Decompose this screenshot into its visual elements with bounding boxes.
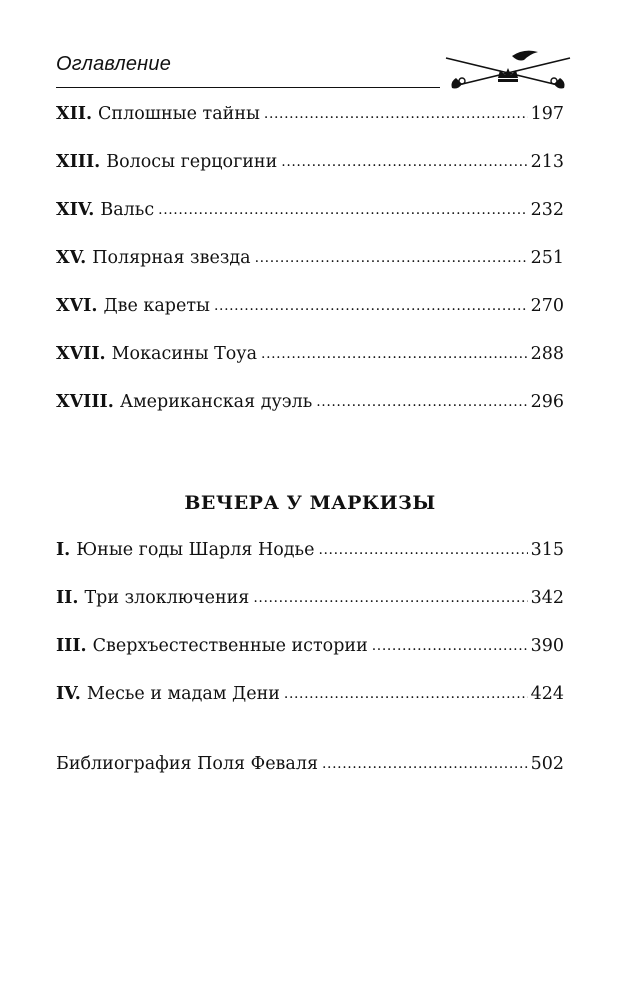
- chapter-number: II.: [56, 588, 79, 608]
- toc-entry[interactable]: [56, 636, 564, 662]
- chapter-title: Юные годы Шарля Нодье: [76, 540, 315, 560]
- header-rule: [56, 87, 440, 88]
- chapter-number: XIV.: [56, 200, 95, 220]
- page-number: 197: [530, 104, 564, 124]
- crossed-swords-emblem-icon: [442, 48, 574, 92]
- chapter-title: Мокасины Тоуа: [111, 344, 258, 364]
- bibliography-title: Библиография Поля Феваля: [56, 754, 318, 774]
- page-number: 390: [530, 636, 564, 656]
- toc-entry[interactable]: [56, 588, 564, 614]
- dot-leader: [158, 202, 527, 218]
- chapter-number: XVII.: [56, 344, 106, 364]
- header-title: Оглавление: [56, 53, 172, 75]
- chapter-number: III.: [56, 636, 87, 656]
- section-title: ВЕЧЕРА У МАРКИЗЫ: [184, 492, 436, 514]
- chapter-number: XIII.: [56, 152, 101, 172]
- chapter-title: Полярная звезда: [92, 248, 251, 268]
- dot-leader: [214, 298, 528, 314]
- toc-entry-bibliography[interactable]: [56, 754, 564, 780]
- chapter-number: IV.: [56, 684, 81, 704]
- chapter-number: I.: [56, 540, 71, 560]
- dot-leader: [318, 542, 527, 558]
- chapter-title: Вальс: [100, 200, 155, 220]
- chapter-title: Сверхъестественные истории: [92, 636, 368, 656]
- chapter-title: Две кареты: [103, 296, 210, 316]
- page-number: 251: [530, 248, 564, 268]
- toc-entry[interactable]: [56, 296, 564, 322]
- toc-entry[interactable]: [56, 344, 564, 370]
- dot-leader: [261, 346, 528, 362]
- dot-leader: [264, 106, 528, 122]
- toc-entry[interactable]: [56, 200, 564, 226]
- dot-leader: [322, 756, 528, 772]
- dot-leader: [372, 638, 528, 654]
- page-number: 213: [530, 152, 564, 172]
- page-number: 424: [530, 684, 564, 704]
- page-number: 288: [530, 344, 564, 364]
- toc-entry[interactable]: [56, 684, 564, 710]
- dot-leader: [284, 686, 528, 702]
- page-number: 502: [530, 754, 564, 774]
- page-number: 270: [530, 296, 564, 316]
- chapter-number: XII.: [56, 104, 93, 124]
- running-header: [56, 48, 574, 92]
- chapter-number: XVIII.: [56, 392, 114, 412]
- chapter-title: Волосы герцогини: [106, 152, 278, 172]
- toc-entry[interactable]: [56, 104, 564, 130]
- chapter-title: Три злоключения: [84, 588, 250, 608]
- dot-leader: [316, 394, 527, 410]
- toc-entry[interactable]: [56, 540, 564, 566]
- dot-leader: [253, 590, 527, 606]
- dot-leader: [281, 154, 527, 170]
- dot-leader: [255, 250, 528, 266]
- chapter-number: XV.: [56, 248, 87, 268]
- chapter-title: Месье и мадам Дени: [86, 684, 280, 704]
- chapter-title: Сплошные тайны: [98, 104, 260, 124]
- chapter-title: Американская дуэль: [119, 392, 313, 412]
- toc-entry[interactable]: [56, 248, 564, 274]
- page-number: 232: [530, 200, 564, 220]
- page-number: 315: [530, 540, 564, 560]
- page-number: 296: [530, 392, 564, 412]
- chapter-number: XVI.: [56, 296, 98, 316]
- toc-entry[interactable]: [56, 152, 564, 178]
- page-number: 342: [530, 588, 564, 608]
- toc-entry[interactable]: [56, 392, 564, 418]
